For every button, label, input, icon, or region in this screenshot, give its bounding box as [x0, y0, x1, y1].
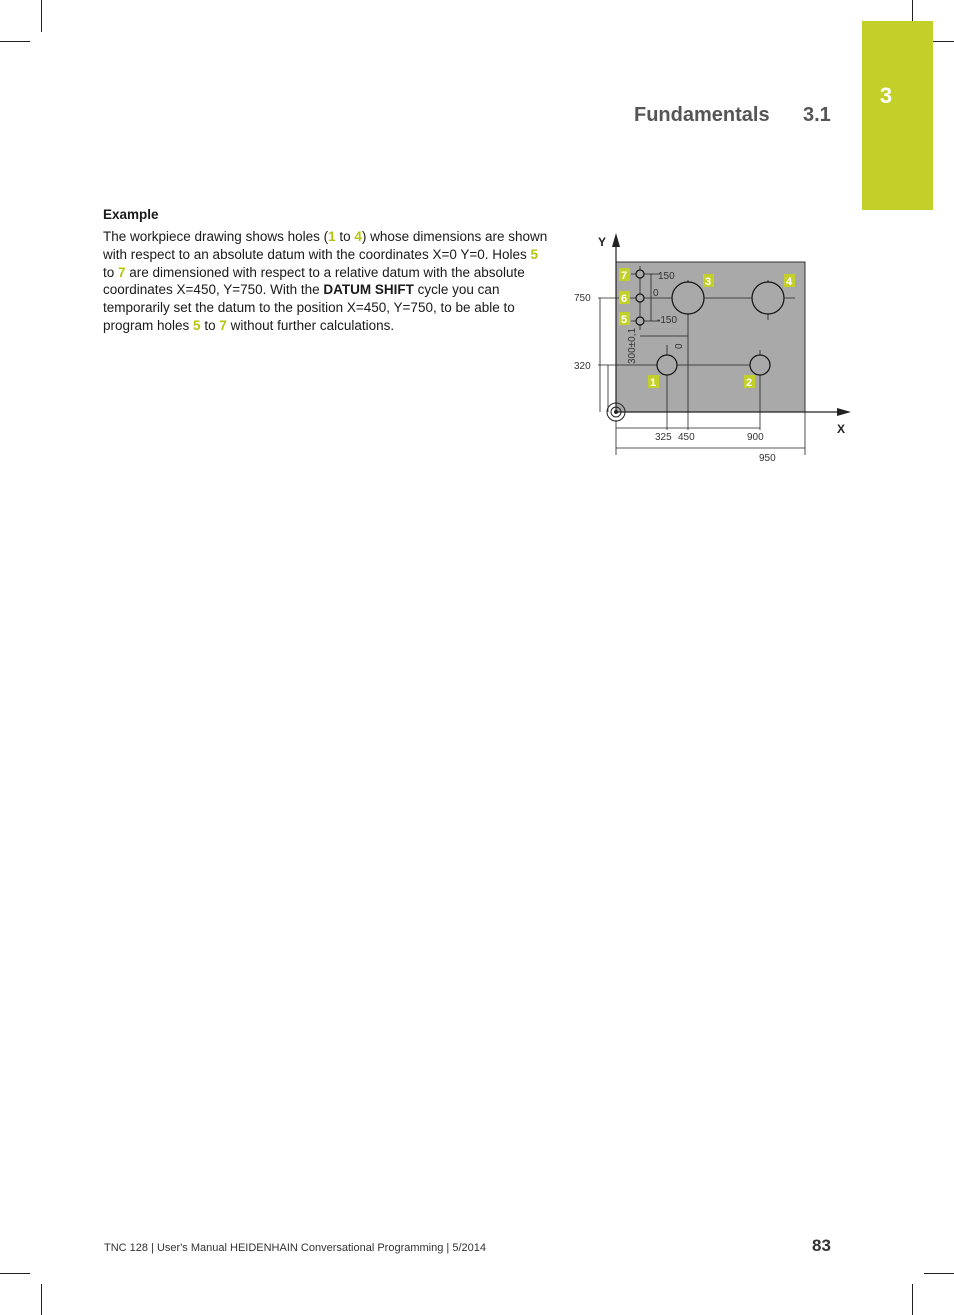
section-title: Fundamentals	[634, 104, 770, 126]
crop-mark	[41, 1284, 42, 1315]
hole-ref: 5	[530, 246, 539, 262]
text-run: are dimensioned with respect to a relative datum with the absolute coordinates X=450, Y=750. With the	[103, 264, 525, 298]
section-number: 3.1	[803, 104, 831, 126]
hole-1	[657, 355, 677, 375]
origin-datum	[614, 410, 618, 414]
dim-x-900: 900	[747, 432, 764, 443]
hole-ref: 4	[354, 229, 362, 244]
cycle-name: DATUM SHIFT	[323, 282, 414, 298]
text-run: without further calculations.	[226, 317, 395, 333]
page-number: 83	[812, 1236, 831, 1255]
hole-label-text: 5	[621, 314, 628, 326]
text-run: to	[335, 229, 355, 244]
hole-2	[750, 355, 770, 375]
y-axis-arrow	[612, 233, 620, 247]
dim-x-325: 325	[655, 432, 672, 443]
hole-label-5	[619, 312, 630, 326]
hole-label-3	[703, 274, 714, 288]
hole-label-6	[619, 291, 630, 305]
workpiece-drawing	[560, 228, 860, 473]
chapter-number: 3	[879, 83, 893, 108]
x-axis-arrow	[837, 408, 851, 416]
hole-label-text: 3	[705, 276, 712, 288]
hole-label-7	[619, 268, 630, 282]
y-axis-label: Y	[598, 235, 607, 249]
crop-mark	[0, 41, 30, 42]
dim-rel-x-0: 0	[674, 343, 685, 349]
hole-ref: 7	[219, 317, 227, 333]
hole-label-text: 1	[650, 377, 657, 389]
dim-rel-minus-150: -150	[657, 315, 678, 326]
hole-ref: 5	[193, 317, 201, 333]
dim-tolerance: 300±0,1	[627, 327, 638, 364]
hole-4	[752, 282, 784, 314]
hole-label-text: 2	[746, 377, 753, 389]
x-axis-label: X	[837, 422, 846, 436]
hole-label-text: 4	[786, 276, 793, 288]
text-run: cycle you can temporarily set the datum to the position X=450, Y=750, to be able to program holes	[103, 282, 515, 333]
crop-mark	[41, 0, 42, 32]
text-run: to	[103, 264, 119, 280]
crop-mark	[0, 1273, 30, 1274]
text-run: The workpiece drawing shows holes (	[103, 229, 329, 244]
hole-ref: 7	[118, 264, 126, 280]
dim-y-750: 750	[574, 293, 591, 304]
dim-x-950: 950	[759, 453, 776, 464]
dim-rel-0: 0	[653, 288, 659, 299]
example-paragraph	[103, 228, 548, 335]
hole-ref: 1	[328, 229, 336, 244]
hole-label-text: 7	[621, 270, 628, 282]
dim-rel-150: 150	[658, 271, 675, 282]
footer-text: TNC 128 | User's Manual HEIDENHAIN Conversational Programming | 5/2014	[104, 1242, 486, 1254]
hole-3	[672, 282, 704, 314]
hole-label-text: 6	[621, 293, 628, 305]
text-run: to	[200, 317, 220, 333]
crop-mark	[912, 1284, 913, 1315]
text-run: ) whose dimensions are shown with respect to an absolute datum with the coordinates X=0 Y=0. Holes	[103, 229, 548, 262]
crop-mark	[924, 1273, 954, 1274]
hole-5	[636, 317, 644, 325]
hole-label-2	[744, 375, 755, 389]
example-heading: Example	[103, 207, 159, 222]
dim-y-320: 320	[574, 361, 591, 372]
hole-label-1	[648, 375, 659, 389]
hole-label-4	[784, 274, 795, 288]
hole-6	[636, 294, 644, 302]
hole-7	[636, 270, 644, 278]
dim-x-450: 450	[678, 432, 695, 443]
chapter-tab	[862, 21, 933, 210]
